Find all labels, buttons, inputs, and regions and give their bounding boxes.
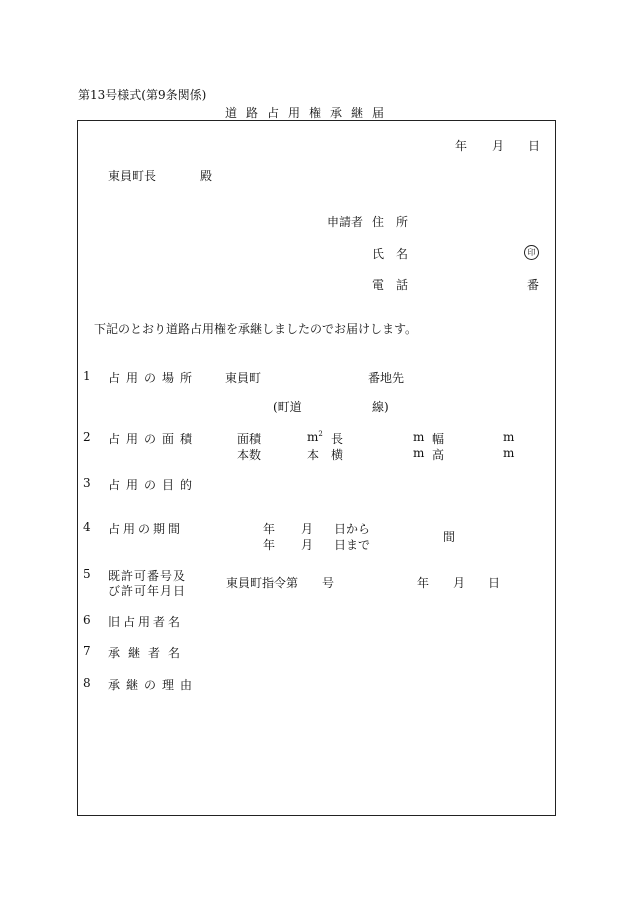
unit-sup: 2 xyxy=(318,430,323,438)
period-from-day: 日から xyxy=(334,522,371,536)
area-unit-width: m xyxy=(503,430,515,444)
area-key-count: 本数 xyxy=(237,448,262,462)
permit-suffix: 号 xyxy=(322,576,335,590)
unit-m: m xyxy=(307,430,319,444)
item-5-num: 5 xyxy=(83,567,91,581)
phone-label: 電 話 xyxy=(372,278,409,292)
item-1-num: 1 xyxy=(83,369,91,383)
item-6-num: 6 xyxy=(83,613,91,627)
area-key-width: 幅 xyxy=(432,432,445,446)
item-4-num: 4 xyxy=(83,520,91,534)
page-title: 道路占用権承継届 xyxy=(225,106,394,120)
period-from-month: 月 xyxy=(301,522,314,536)
addressee-name: 東員町長 xyxy=(108,169,157,183)
item-7-label: 承継者名 xyxy=(108,646,189,660)
addressee-honorific: 殿 xyxy=(200,169,213,183)
item-2-num: 2 xyxy=(83,430,91,444)
area-unit-count: 本 xyxy=(307,448,320,462)
date-day: 日 xyxy=(528,139,541,153)
permit-month: 月 xyxy=(453,576,466,590)
period-to-year: 年 xyxy=(263,538,276,552)
area-key-menseki: 面積 xyxy=(237,432,262,446)
name-label: 氏 名 xyxy=(372,247,409,261)
item-8-label: 承継の理由 xyxy=(108,678,199,692)
item-3-num: 3 xyxy=(83,476,91,490)
item-8-num: 8 xyxy=(83,676,91,690)
period-from-year: 年 xyxy=(263,522,276,536)
applicant-label: 申請者 xyxy=(327,215,364,229)
area-unit-length: m xyxy=(413,430,425,444)
item-3-label: 占用の目的 xyxy=(108,478,199,492)
form-frame xyxy=(77,120,556,816)
area-unit-height: m xyxy=(503,446,515,460)
seal-mark: 印 xyxy=(524,245,539,260)
intro-text: 下記のとおり道路占用権を承継しましたのでお届けします。 xyxy=(94,322,418,336)
area-key-height: 高 xyxy=(432,448,445,462)
period-to-month: 月 xyxy=(301,538,314,552)
permit-year: 年 xyxy=(417,576,430,590)
item-2-label: 占用の面積 xyxy=(108,432,199,446)
form-number: 第13号様式(第9条関係) xyxy=(78,88,207,102)
date-month: 月 xyxy=(492,139,505,153)
item-5-label-line1: 既許可番号及 xyxy=(108,569,187,583)
address-label: 住 所 xyxy=(372,215,409,229)
item-5-label-line2: び許可年月日 xyxy=(108,584,187,598)
place-suffix: 番地先 xyxy=(368,371,405,385)
area-unit-m2 xyxy=(307,430,323,444)
place-town: 東員町 xyxy=(225,371,262,385)
period-between: 間 xyxy=(443,530,456,544)
phone-suffix: 番 xyxy=(527,278,540,292)
area-unit-side: m xyxy=(413,446,425,460)
item-4-label: 占用の期間 xyxy=(108,522,184,536)
date-year: 年 xyxy=(455,139,468,153)
item-6-label: 旧占用者名 xyxy=(108,615,184,629)
permit-prefix: 東員町指令第 xyxy=(226,576,299,590)
road-suffix: 線) xyxy=(372,400,389,414)
road-prefix: (町道 xyxy=(273,400,302,414)
item-1-label: 占用の場所 xyxy=(108,371,199,385)
period-to-day: 日まで xyxy=(334,538,371,552)
area-key-length: 長 xyxy=(331,432,344,446)
permit-day: 日 xyxy=(488,576,501,590)
item-7-num: 7 xyxy=(83,644,91,658)
area-key-side: 横 xyxy=(331,448,344,462)
